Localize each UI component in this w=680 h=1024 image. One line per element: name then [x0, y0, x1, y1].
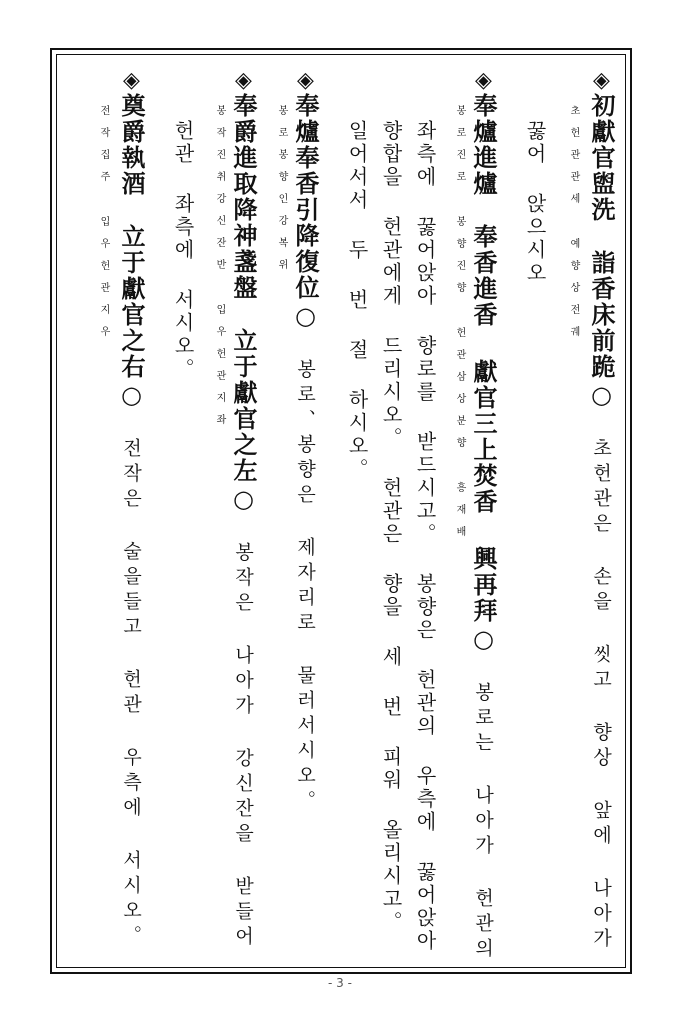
section-5-ritual: 立于獻官之右○: [117, 224, 146, 411]
section-5-main: [114, 68, 148, 950]
diamond-icon: ◈: [119, 68, 144, 93]
diamond-icon: ◈: [471, 68, 496, 93]
section-5-heading: 奠爵執酒: [117, 93, 146, 197]
section-4-explanation: 봉작은 나아가 강신잔을 받들어: [232, 542, 254, 951]
section-4-heading: 奉爵進取降神盞盤: [229, 93, 258, 301]
diamond-icon: ◈: [231, 68, 256, 93]
section-1-main: [584, 68, 618, 953]
section-2-continuation-1: 좌측에 꿇어앉아 향로를 받드시고。 봉향은 헌관의 우측에 꿇어앉아: [413, 120, 437, 953]
section-3-main: [288, 68, 322, 815]
section-2-main: [466, 68, 500, 963]
section-4-reading: 봉작진취강신잔반 입우헌관지좌: [214, 105, 225, 436]
section-1-ritual: 詣香床前跪○: [587, 250, 616, 411]
section-2-continuation-3: 일어서서 두 번 절 하시오。: [345, 120, 369, 481]
section-2-explanation: 봉로는 나아가 헌관의: [472, 682, 494, 963]
section-3-explanation: 봉로、봉향은 제자리로 물러서시오。: [294, 359, 316, 815]
page-number: - 3 -: [328, 976, 352, 990]
section-2-heading: 奉爐進爐: [469, 93, 498, 197]
section-4-ritual: 立于獻官之左○: [229, 328, 258, 515]
section-3-heading: 奉爐奉香引降復位○: [291, 93, 320, 332]
diamond-icon: ◈: [589, 68, 614, 93]
section-5-explanation: 전작은 술을들고 헌관 우측에 서시오。: [120, 438, 142, 950]
section-3-reading: 봉로봉향인강복위: [276, 105, 287, 281]
section-2-continuation-2: 향합을 헌관에게 드리시오。 헌관은 향을 세 번 피워 올리시고。: [379, 120, 403, 934]
section-2-ritual: 奉香進香 獻官三上焚香 興再拜○: [469, 224, 498, 655]
section-5-reading: 전작집주 입우헌관지우: [98, 105, 109, 348]
section-4-continuation: 헌관 좌측에 서시오。: [171, 120, 195, 381]
section-1-explanation: 초헌관은 손을 씻고 향상 앞에 나아가: [590, 438, 612, 953]
section-1-continuation: 꿇어 앉으시오: [523, 120, 547, 285]
section-1-heading: 初獻官盥洗: [587, 93, 616, 223]
diamond-icon: ◈: [293, 68, 318, 93]
section-1-reading: 초헌관관세 예향상전궤: [568, 105, 579, 348]
section-4-main: [226, 68, 260, 951]
section-2-reading: 봉로진로 봉향진향 헌관삼상분향 흥재배: [454, 105, 465, 548]
